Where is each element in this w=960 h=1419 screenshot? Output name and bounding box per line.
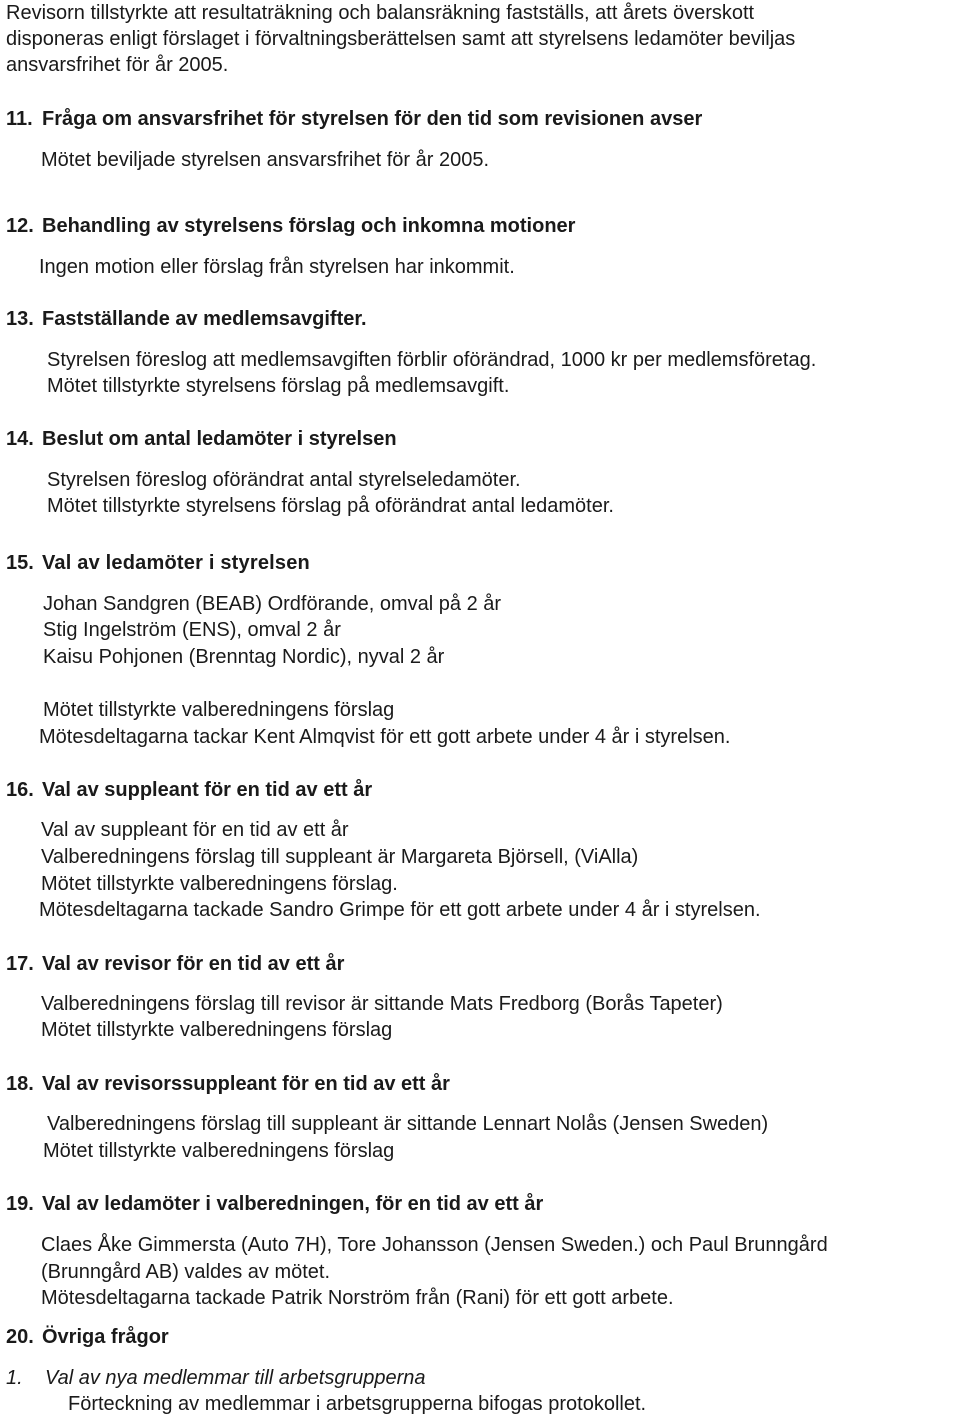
- section-heading-16: [6, 778, 372, 802]
- section-text: Mötet tillstyrkte valberedningens förslag: [43, 699, 395, 721]
- section-heading-15: [6, 551, 310, 575]
- section-heading-18: [6, 1072, 450, 1096]
- section-title: Val av ledamöter i styrelsen: [42, 552, 310, 574]
- section-text: Mötet tillstyrkte valberedningens förslag.: [41, 873, 398, 895]
- section-text: Styrelsen föreslog att medlemsavgiften förblir oförändrad, 1000 kr per medlemsföretag.: [47, 349, 817, 371]
- section-text: Mötesdeltagarna tackade Patrik Norström från (Rani) för ett gott arbete.: [41, 1287, 674, 1309]
- section-heading-20: [6, 1325, 169, 1349]
- section-text: (Brunngård AB) valdes av mötet.: [41, 1261, 331, 1283]
- section-number: 14.: [6, 428, 34, 450]
- section-title: Fråga om ansvarsfrihet för styrelsen för den tid som revisionen avser: [42, 108, 703, 130]
- section-text: Claes Åke Gimmersta (Auto 7H), Tore Johansson (Jensen Sweden.) och Paul Brunngård: [41, 1234, 828, 1256]
- section-number: 17.: [6, 953, 34, 975]
- section-text: Mötet tillstyrkte valberedningens förslag: [43, 1140, 395, 1162]
- section-title: Val av suppleant för en tid av ett år: [42, 779, 373, 801]
- section-text: Valberedningens förslag till suppleant är Margareta Björsell, (ViAlla): [41, 846, 639, 868]
- sub-item-number: 1.: [6, 1367, 23, 1389]
- section-text: Mötet tillstyrkte styrelsens förslag på medlemsavgift.: [47, 375, 510, 397]
- section-title: Övriga frågor: [42, 1326, 169, 1348]
- section-heading-17: [6, 952, 344, 976]
- section-text: Förteckning av medlemmar i arbetsgrupperna bifogas protokollet.: [68, 1393, 647, 1415]
- section-text: Kaisu Pohjonen (Brenntag Nordic), nyval 2 år: [43, 646, 445, 668]
- section-text: Styrelsen föreslog oförändrat antal styrelseledamöter.: [47, 469, 521, 491]
- section-number: 19.: [6, 1193, 34, 1215]
- sub-item-title: Val av nya medlemmar till arbetsgrupperna: [45, 1367, 426, 1389]
- section-number: 20.: [6, 1326, 34, 1348]
- section-number: 13.: [6, 308, 34, 330]
- section-heading-11: [6, 107, 702, 131]
- section-text: Mötesdeltagarna tackar Kent Almqvist för ett gott arbete under 4 år i styrelsen.: [39, 726, 731, 748]
- section-heading-19: [6, 1192, 543, 1216]
- intro-line: Revisorn tillstyrkte att resultaträkning och balansräkning fastställs, att årets överskott: [6, 2, 755, 24]
- section-text: Mötet tillstyrkte valberedningens förslag: [41, 1019, 393, 1041]
- section-number: 12.: [6, 215, 34, 237]
- section-text: Ingen motion eller förslag från styrelsen har inkommit.: [39, 256, 515, 278]
- section-title: Val av revisor för en tid av ett år: [42, 953, 345, 975]
- section-text: Mötesdeltagarna tackade Sandro Grimpe för ett gott arbete under 4 år i styrelsen.: [39, 899, 761, 921]
- section-text: Stig Ingelström (ENS), omval 2 år: [43, 619, 341, 641]
- section-title: Val av ledamöter i valberedningen, för en tid av ett år: [42, 1193, 544, 1215]
- section-text: Valberedningens förslag till suppleant är sittande Lennart Nolås (Jensen Sweden): [47, 1113, 769, 1135]
- section-title: Val av revisorssuppleant för en tid av ett år: [42, 1073, 450, 1095]
- section-heading-14: [6, 427, 397, 451]
- section-text: Mötet beviljade styrelsen ansvarsfrihet för år 2005.: [41, 149, 489, 171]
- section-number: 11.: [6, 108, 33, 130]
- section-title: Fastställande av medlemsavgifter.: [42, 308, 367, 330]
- section-text: Valberedningens förslag till revisor är sittande Mats Fredborg (Borås Tapeter): [41, 993, 723, 1015]
- section-title: Beslut om antal ledamöter i styrelsen: [42, 428, 397, 450]
- section-title: Behandling av styrelsens förslag och inkomna motioner: [42, 215, 576, 237]
- section-heading-13: [6, 307, 367, 331]
- section-number: 15.: [6, 552, 34, 574]
- section-number: 16.: [6, 779, 34, 801]
- section-text: Johan Sandgren (BEAB) Ordförande, omval på 2 år: [43, 593, 502, 615]
- section-text: Mötet tillstyrkte styrelsens förslag på oförändrat antal ledamöter.: [47, 495, 614, 517]
- section-heading-12: [6, 214, 575, 238]
- intro-line: disponeras enligt förslaget i förvaltningsberättelsen samt att styrelsens ledamöter beviljas: [6, 28, 796, 50]
- section-number: 18.: [6, 1073, 34, 1095]
- section-text: Val av suppleant för en tid av ett år: [41, 819, 349, 841]
- intro-line: ansvarsfrihet för år 2005.: [6, 54, 229, 76]
